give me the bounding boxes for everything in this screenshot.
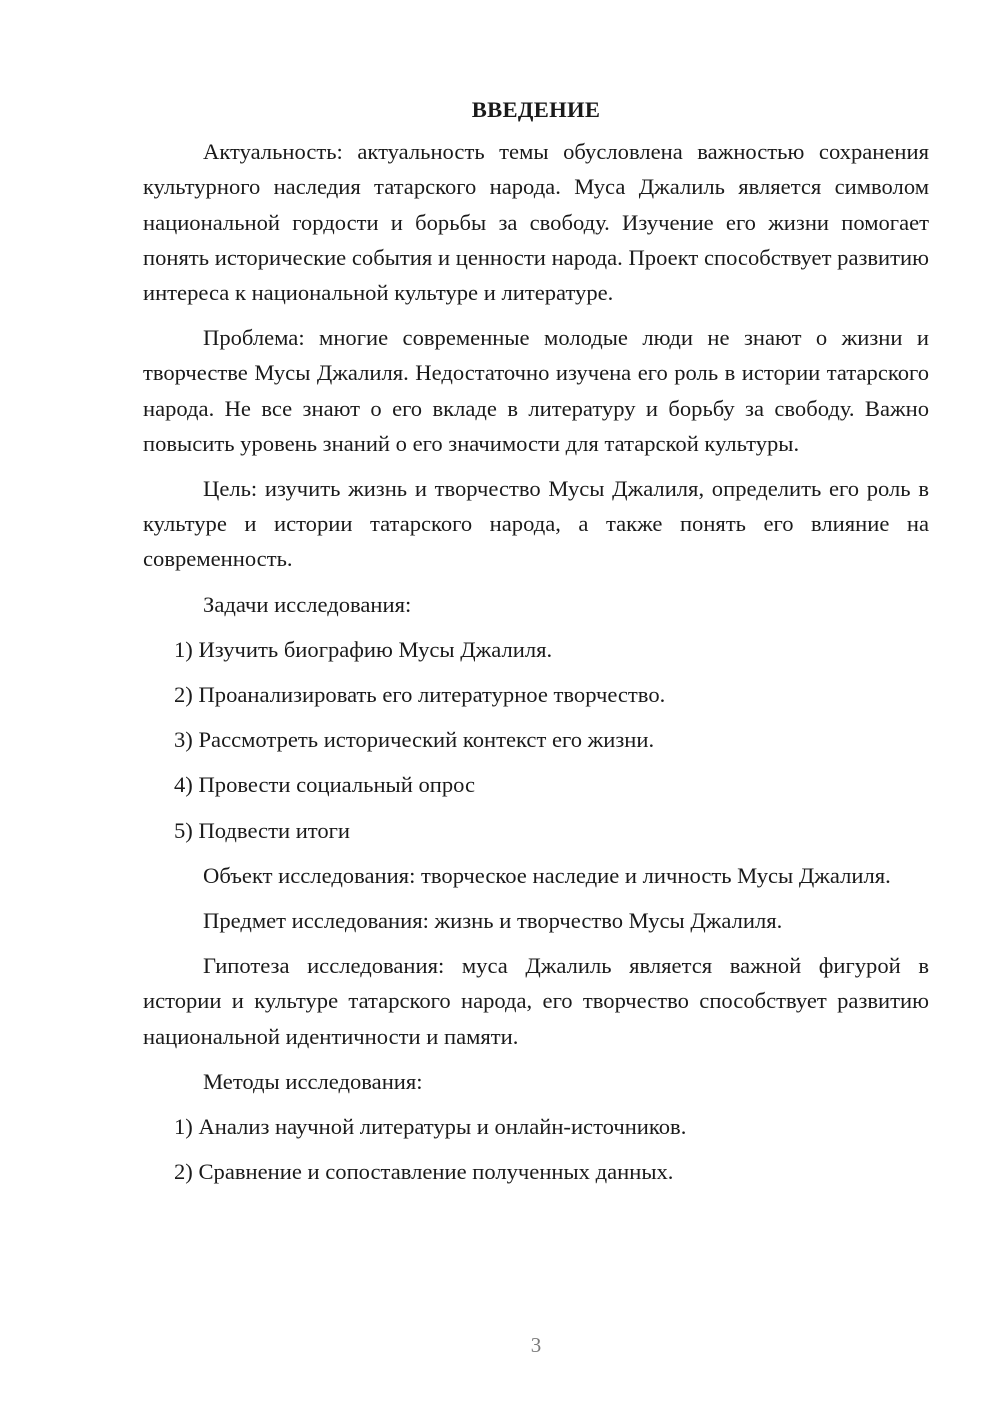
tasks-heading: Задачи исследования: <box>203 591 412 617</box>
object-paragraph: Объект исследования: творческое наследие и личность Мусы Джалиля. <box>203 862 891 888</box>
hypothesis-paragraph: Гипотеза исследования: муса Джалиль является важной фигурой в истории и культуре татарского народа, его творчество способствует развитию национальной идентичности и памяти. <box>143 953 929 1049</box>
task-item: 1) Изучить биографию Мусы Джалиля. <box>174 636 553 662</box>
page-number: 3 <box>530 1333 542 1357</box>
problem-paragraph: Проблема: многие современные молодые люди не знают о жизни и творчестве Мусы Джалиля. Недостаточно изучена его роль в истории татарского народа. Не все знают о его вкладе в литературу и борьбу за свободу. Важно повысить уровень знаний о его значимости для татарской культуры. <box>143 325 929 456</box>
task-item: 2) Проанализировать его литературное творчество. <box>174 682 666 708</box>
task-item: 3) Рассмотреть исторический контекст его жизни. <box>174 727 655 753</box>
method-item: 2) Сравнение и сопоставление полученных данных. <box>174 1159 674 1185</box>
method-item: 1) Анализ научной литературы и онлайн-источников. <box>174 1114 687 1140</box>
document-page <box>143 92 929 1199</box>
page-title: ВВЕДЕНИЕ <box>471 97 601 122</box>
subject-paragraph: Предмет исследования: жизнь и творчество Мусы Джалиля. <box>203 908 783 934</box>
relevance-paragraph: Актуальность: актуальность темы обусловлена важностью сохранения культурного наследия татарского народа. Муса Джалиль является символом национальной гордости и борьбы за свободу. Изучение его жизни помогает понять исторические события и ценности народа. Проект способствует развитию интереса к национальной культуре и литературе. <box>143 139 929 306</box>
task-item: 5) Подвести итоги <box>174 817 351 843</box>
task-item: 4) Провести социальный опрос <box>174 772 476 798</box>
goal-paragraph: Цель: изучить жизнь и творчество Мусы Джалиля, определить его роль в культуре и истории татарского народа, а также понять его влияние на современность. <box>143 476 929 572</box>
methods-heading: Методы исследования: <box>203 1068 423 1094</box>
